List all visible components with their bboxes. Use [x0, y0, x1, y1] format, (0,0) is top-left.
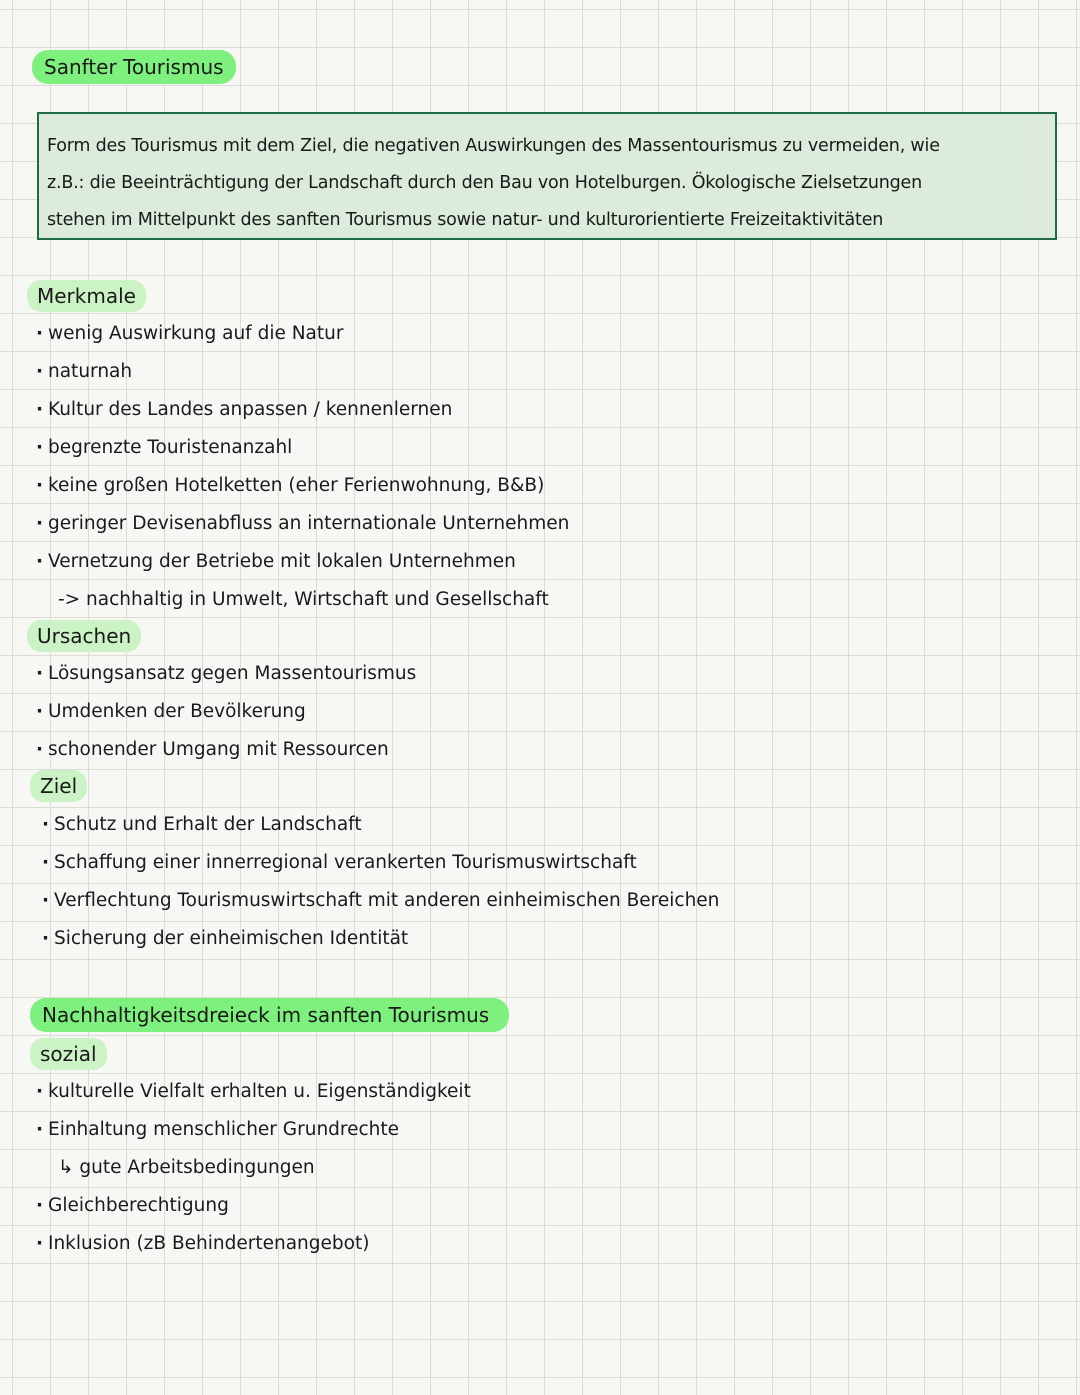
list-item: · wenig Auswirkung auf die Natur — [36, 323, 344, 344]
list-note: -> nachhaltig in Umwelt, Wirtschaft und Gesellschaft — [58, 589, 549, 610]
definition-box — [37, 112, 1057, 240]
section-heading-ziel: Ziel — [30, 770, 87, 802]
list-item: · schonender Umgang mit Ressourcen — [36, 739, 389, 760]
list-item: · Einhaltung menschlicher Grundrechte — [36, 1119, 400, 1140]
list-item: · Schutz und Erhalt der Landschaft — [42, 814, 362, 835]
definition-line: Form des Tourismus mit dem Ziel, die negativen Auswirkungen des Massentourismus zu vermeiden, wie — [47, 136, 940, 156]
definition-line: stehen im Mittelpunkt des sanften Tourismus sowie natur- und kulturorientierte Freizeitaktivitäten — [47, 210, 884, 230]
section-heading-ursachen: Ursachen — [27, 620, 141, 652]
list-item: · Lösungsansatz gegen Massentourismus — [36, 663, 417, 684]
list-item: · Inklusion (zB Behindertenangebot) — [36, 1233, 370, 1254]
list-item: · Kultur des Landes anpassen / kennenlernen — [36, 399, 453, 420]
page-title: Sanfter Tourismus — [32, 50, 236, 84]
definition-line: z.B.: die Beeinträchtigung der Landschaft durch den Bau von Hotelburgen. Ökologische Zielsetzungen — [47, 173, 922, 193]
list-item: · naturnah — [36, 361, 133, 382]
list-item: · kulturelle Vielfalt erhalten u. Eigenständigkeit — [36, 1081, 471, 1102]
list-item: · Sicherung der einheimischen Identität — [42, 928, 409, 949]
list-item: · begrenzte Touristenanzahl — [36, 437, 293, 458]
list-item: · Gleichberechtigung — [36, 1195, 229, 1216]
section-title-dreieck: Nachhaltigkeitsdreieck im sanften Tourismus — [30, 998, 509, 1032]
list-note: ↳ gute Arbeitsbedingungen — [58, 1157, 315, 1178]
section-heading-merkmale: Merkmale — [27, 280, 146, 312]
section-heading-sozial: sozial — [30, 1038, 107, 1070]
list-item: · Verflechtung Tourismuswirtschaft mit anderen einheimischen Bereichen — [42, 890, 720, 911]
list-item: · Schaffung einer innerregional verankerten Tourismuswirtschaft — [42, 852, 637, 873]
list-item: · geringer Devisenabfluss an internationale Unternehmen — [36, 513, 570, 534]
list-item: · Umdenken der Bevölkerung — [36, 701, 306, 722]
list-item: · keine großen Hotelketten (eher Ferienwohnung, B&B) — [36, 475, 545, 496]
list-item: · Vernetzung der Betriebe mit lokalen Unternehmen — [36, 551, 516, 572]
